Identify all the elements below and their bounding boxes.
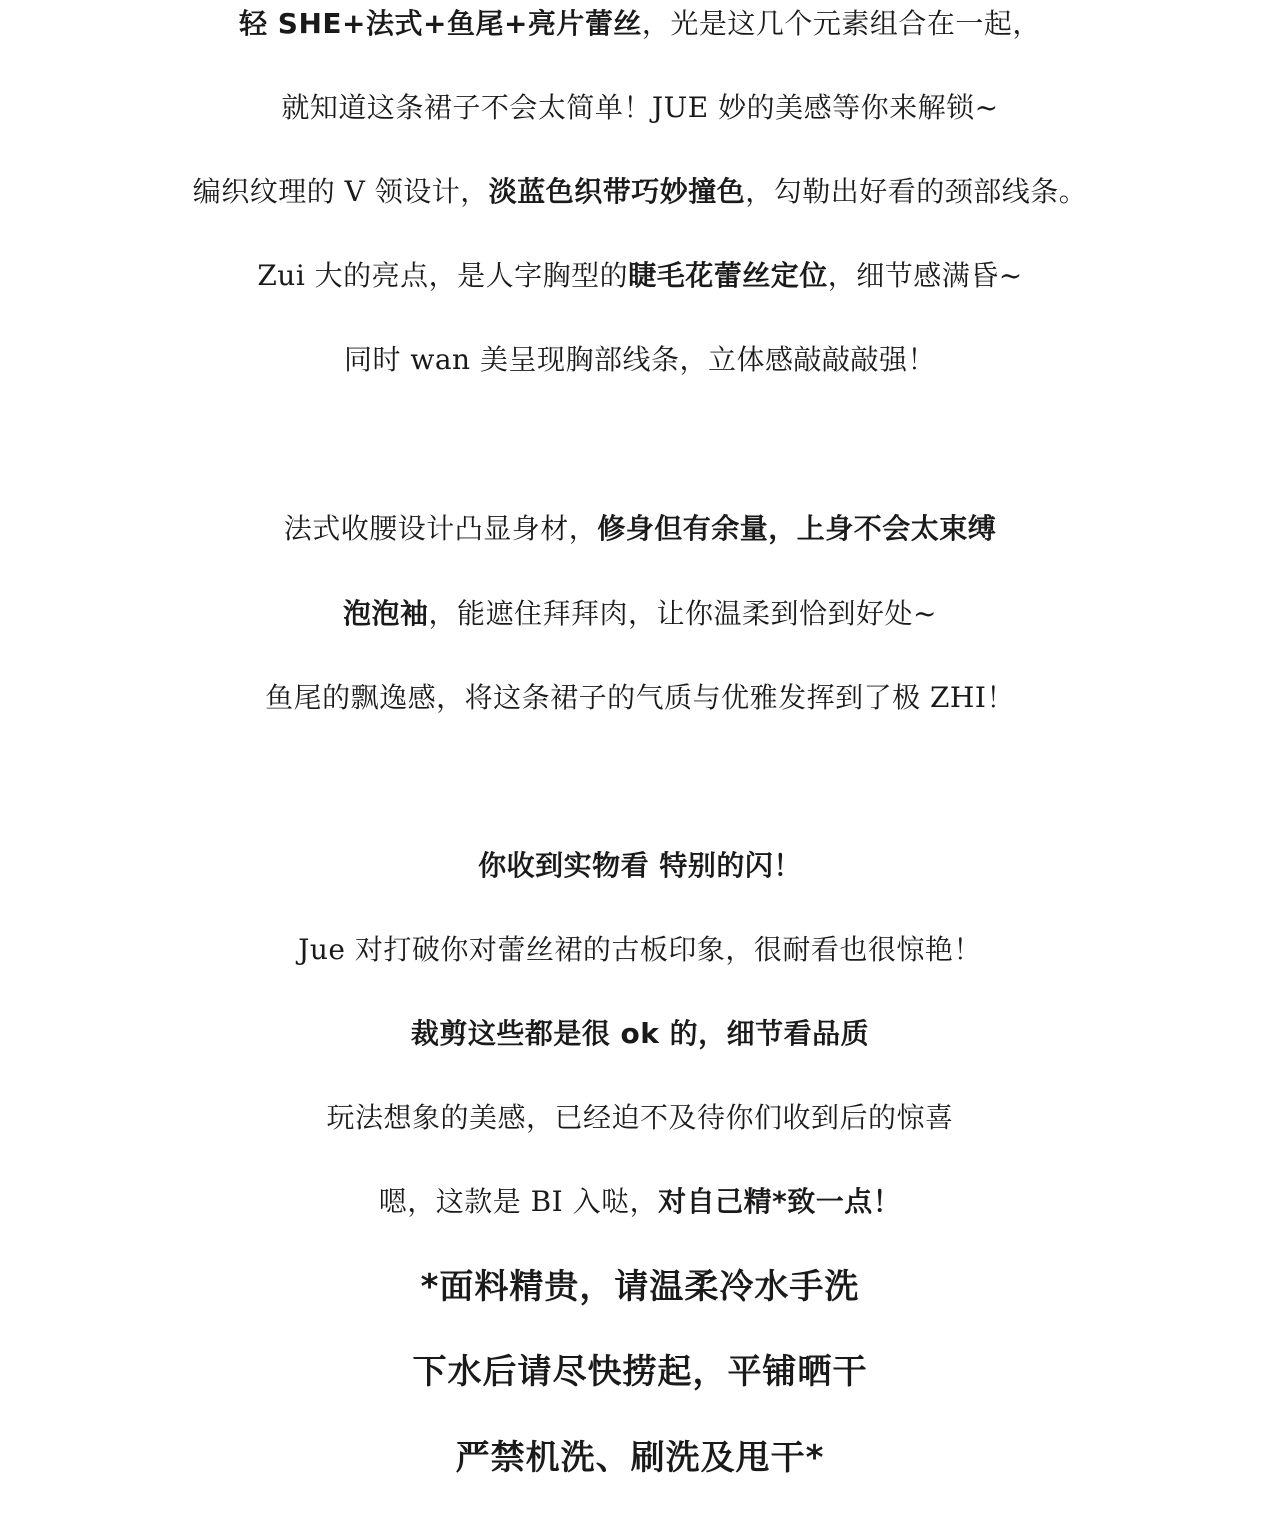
text-line-3-a: 编织纹理的 V 领设计，	[192, 175, 489, 208]
text-line-3-c: ，勾勒出好看的颈部线条。	[745, 175, 1088, 208]
text-line-12	[0, 1098, 1280, 1138]
care-instruction-2: 下水后请尽快捞起，平铺晒干	[412, 1352, 868, 1392]
text-line-6-bold: 修身但有余量，上身不会太束缚	[597, 512, 997, 545]
text-line-4-bold: 睫毛花蕾丝定位	[628, 259, 828, 292]
care-instruction-3: 严禁机洗、刷洗及甩干*	[455, 1438, 825, 1478]
text-line-3-bold: 淡蓝色织带巧妙撞色	[488, 175, 746, 208]
text-line-2-text: 就知道这条裙子不会太简单！JUE 妙的美感等你来解锁~	[281, 91, 999, 124]
text-line-4-c: ，细节感满昏~	[827, 259, 1023, 292]
text-line-12-text: 玩法想象的美感，已经迫不及待你们收到后的惊喜	[326, 1101, 954, 1134]
text-line-5-text: 同时 wan 美呈现胸部线条，立体感敲敲敲强！	[344, 343, 936, 376]
text-line-11-bold: 裁剪这些都是很 ok 的，细节看品质	[410, 1017, 870, 1050]
text-line-1-bold: 轻 SHE+法式+鱼尾+亮片蕾丝	[239, 7, 642, 40]
text-line-6	[0, 509, 1280, 549]
text-line-10	[0, 930, 1280, 970]
text-line-8	[0, 678, 1280, 718]
text-line-7-rest: ，能遮住拜拜肉，让你温柔到恰到好处~	[428, 597, 937, 630]
text-line-13	[0, 1182, 1280, 1222]
text-line-9-bold: 你收到实物看 特别的闪！	[478, 849, 802, 882]
text-line-1	[0, 4, 1280, 44]
text-line-13-a: 嗯，这款是 BI 入哒，	[378, 1185, 659, 1218]
text-line-7	[0, 594, 1280, 634]
text-line-4-a: Zui 大的亮点，是人字胸型的	[257, 259, 629, 292]
care-instruction-1: *面料精贵，请温柔冷水手洗	[420, 1267, 860, 1307]
text-line-8-text: 鱼尾的飘逸感，将这条裙子的气质与优雅发挥到了极 ZHI！	[265, 681, 1015, 714]
text-line-9	[0, 846, 1280, 886]
text-line-13-bold: 对自己精*致一点！	[658, 1185, 902, 1218]
text-line-6-a: 法式收腰设计凸显身材，	[283, 512, 598, 545]
text-line-7-bold: 泡泡袖	[343, 597, 429, 630]
text-line-5	[0, 340, 1280, 380]
text-line-10-text: Jue 对打破你对蕾丝裙的古板印象，很耐看也很惊艳！	[298, 933, 982, 966]
text-line-11	[0, 1014, 1280, 1054]
text-line-3	[0, 172, 1280, 212]
text-line-2	[0, 88, 1280, 128]
text-line-4	[0, 256, 1280, 296]
text-line-1-rest: ，光是这几个元素组合在一起，	[641, 7, 1041, 40]
